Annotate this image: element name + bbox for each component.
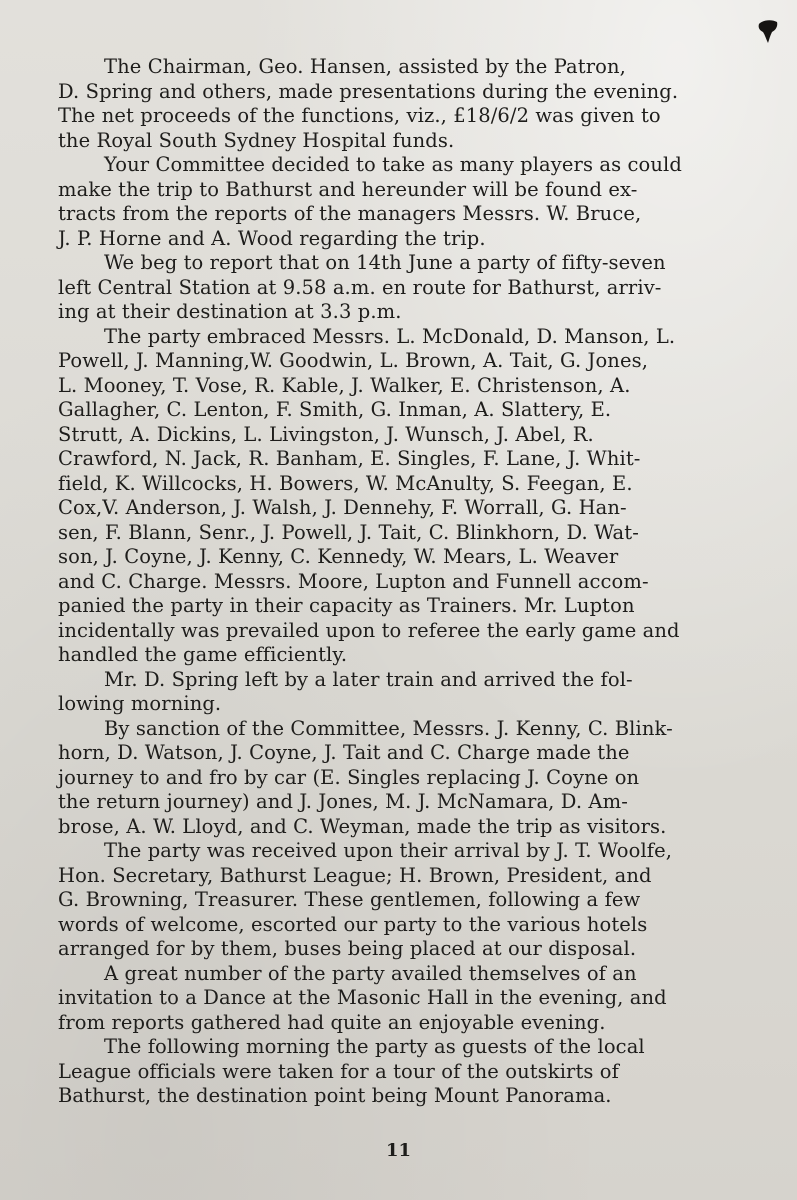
paragraph-reception: The party was received upon their arrival by J. T. Woolfe, Hon. Secretary, Bathurst League; H. Brown, President, and G. Browning, Treasurer. These gentlemen, following a few words of welcome, escorted our party to the various hotels arranged for by them, buses being placed at our disposal. xyxy=(58,839,673,960)
paragraph-committee-trip: Your Committee decided to take as many players as could make the trip to Bathurst and hereunder will be found ex- tracts from the reports of the managers Messrs. W. Bruce, J. P. Horne and A. Wood regarding the trip. xyxy=(58,153,682,250)
paragraph-party-members: The party embraced Messrs. L. McDonald, D. Manson, L. Powell, J. Manning,W. Goodwin, L. Brown, A. Tait, G. Jones, L. Mooney, T. Vose, R. Kable, J. Walker, E. Christenson, A. Gallagher, C. Lenton, F. Smith, G. Inman, A. Slattery, E. Strutt, A. Dickins, L. Livingston, J. Wunsch, J. Abel, R. Crawford, N. Jack, R. Banham, E. Singles, F. Lane, J. Whit- field, K. Willcocks, H. Bowers, W. McAnulty, S. Feegan, E. Cox,V. Anderson, J. Walsh, J. Dennehy, F. Worrall, G. Han- sen, F. Blann, Senr., J. Powell, J. Tait, C. Blinkhorn, D. Wat- son, J. Coyne, J. Kenny, C. Kennedy, W. Mears, L. Weaver and C. Charge. Messrs. Moore, Lupton and Funnell accom- panied the party in their capacity as Trainers. Mr. Lupton incidentally was prevailed upon to referee the early game and handled the game efficiently. xyxy=(58,324,680,666)
ink-blot-icon xyxy=(757,18,779,44)
paragraph-tour: The following morning the party as guests of the local League officials were taken for a tour of the outskirts of Bathurst, the destination point being Mount Panorama. xyxy=(58,1035,645,1107)
paragraph-car-travel: By sanction of the Committee, Messrs. J. Kenny, C. Blink- horn, D. Watson, J. Coyne, J. Tait and C. Charge made the journey to and fro by car (E. Singles replacing J. Coyne on the return journey) and J. Jones, M. J. McNamara, D. Am- brose, A. W. Lloyd, and C. Weyman, made the trip as visitors. xyxy=(58,716,673,838)
page-number: 11 xyxy=(385,1140,412,1161)
body-text xyxy=(58,55,742,1109)
paragraph-dance: A great number of the party availed themselves of an invitation to a Dance at the Masonic Hall in the evening, and from reports gathered had quite an enjoyable evening. xyxy=(58,961,667,1034)
paragraph-spring-arrival: Mr. D. Spring left by a later train and arrived the fol- lowing morning. xyxy=(58,667,633,715)
paragraph-departure-report: We beg to report that on 14th June a party of fifty-seven left Central Station at 9.58 a.m. en route for Bathurst, arriv- ing at their destination at 3.3 p.m. xyxy=(58,251,666,323)
paragraph-presentations: The Chairman, Geo. Hansen, assisted by the Patron, D. Spring and others, made presentations during the evening. The net proceeds of the functions, viz., £18/6/2 was given to the Royal South Sydney Hospital funds. xyxy=(58,55,679,152)
